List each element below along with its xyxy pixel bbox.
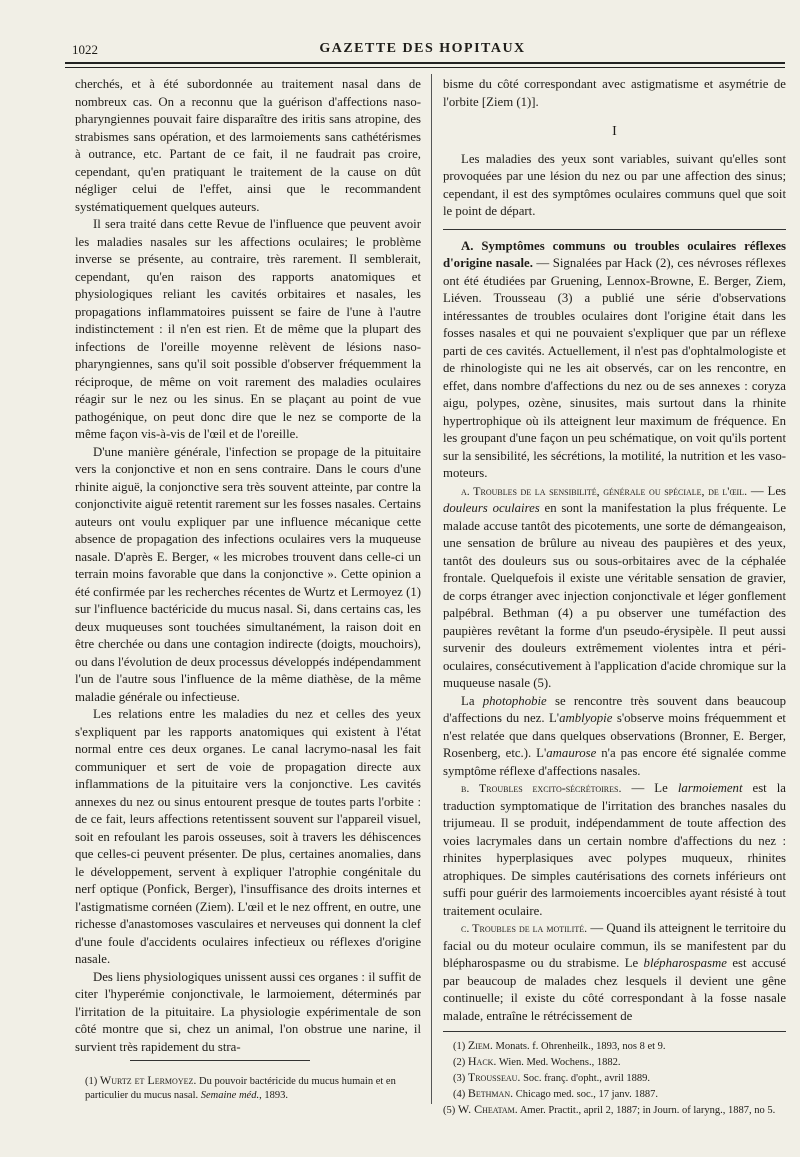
paragraph: D'une manière générale, l'infection se propage de la pituitaire vers la conjonctive et non en sens contraire. Dans le cours d'une rhinite aiguë, la conjonctive sera très souvent atteinte, par contre la conjonctivite aiguë retentit rarement sur les fosses nasales. Certains auteurs ont voulu expliquer par une influence mécanique cette absence de propagation des infections oculaires vers la muqueuse nasale. D'après E. Berger, « les microbes trouvent dans celle-ci un terrain moins favorable que dans la conjonctive ». Cette opinion a été confirmée par les recherches récentes de Wurtz et Lermoyez (1) sur l'influence bactéricide du mucus nasal. Si, dans certains cas, les deux muqueuses sont touchées simultanément, la raison doit en être cherchée ou dans une contagion indirecte (doigts, mouchoirs), ou dans l'évolution de deux processus développés indépendamment l'un de l'autre sous l'influence de la même diathèse, de la même maladie générale ou infectieuse. [75,444,421,704]
footnote-source: Semaine méd. [200,1090,260,1101]
footnote-text: Wien. Med. Wochens., 1882. [496,1057,621,1068]
footnote-author: Trousseau. [467,1070,521,1084]
footnote-rule [443,1031,786,1032]
footnote-author: Bethman. [467,1086,514,1100]
section-rule [443,229,786,230]
footnote [443,1070,786,1086]
page-number: 1022 [72,42,98,57]
paragraph [443,238,786,483]
footnote-author: Ziem. [467,1038,493,1052]
paragraph: bisme du côté correspondant avec astigmatisme et asymétrie de l'orbite [Ziem (1)]. [443,77,786,109]
journal-title: GAZETTE DES HOPITAUX [319,41,526,56]
footnote-author: Wurtz et Lermoyez. [99,1073,197,1087]
page-header [60,38,785,60]
emphasis: amaurose [546,746,597,760]
footnote-rule [130,1060,310,1061]
text: en sont la manifestation la plus fréquente. Le malade accuse tantôt des picotements, une sorte de démangeaison, une sensation de brûlure au niveau des paupières et des yeux, tantôt des douleurs sus ou sous-orbitaires avec de la céphalée frontale. Quelquefois il existe une véritable sensation de gravier, de corps étranger avec injection conjonctivale et léger gonflement palpébral. Bethman (4) a pu observer une tuméfaction des paupières revêtant la forme d'un pseudo-érysipèle. Il peut aussi survenir des douleurs extrêmement violentes intra et péri-oculaires, consécutivement à l'application d'acide chromique sur la muqueuse nasale (5). [443,501,787,690]
subheading: a. Troubles de la sensibilité, générale ou spéciale, de l'œil. [461,483,748,498]
paragraph [443,483,786,693]
footnote-year: , 1893. [259,1090,288,1101]
text: — Le [621,781,678,795]
text: est accusé par beaucoup de malades chez lesquels il devient une gêne continuelle; il existe du côté correspondant à la fosse nasale malade, entraîne le rétrécissement de [443,956,786,1023]
text: se rencontre très souvent dans beaucoup d'affections du nez. L' [443,693,786,725]
text: s'observe moins fréquemment et n'est relatée que dans quelques observations (Bronner, E. Berger, Rosenberg, etc.). L' [443,711,786,760]
text: — Quand ils atteignent le territoire du facial ou du moteur oculaire commun, ils se manifestent par du blépharospasme ou du strabisme. Le [443,921,786,970]
text: — Les [747,483,786,498]
footnote-author: Hack. [467,1054,497,1068]
emphasis: douleurs oculaires [443,501,540,515]
footnote [443,1038,786,1054]
footnote-marker: (4) [453,1089,466,1100]
footnote-marker: (3) [453,1073,466,1084]
subsection-text: — Signalées par Hack (2), ces névroses réflexes ont été étudiées par Gruening, Lennox-Browne, E. Berger, Ziem, Liéven. Trousseau (3) a publié une série d'observations intéressantes de troubles oculaires dont l'origine était dans les fosses nasales et qui ne pouvaient s'expliquer que par un réflexe parti de ces cavités. Actuellement, il n'est pas d'ophtalmologiste et de rhinologiste qui ne les ait observés, car on les rencontre, en effet, dans nombre d'affections du nez ou de ses annexes : coryza aigu, polypes, ozène, sinusites, mais surtout dans la rhinite hypertrophique où ils atteignent leur maximum de fréquence. En les groupant d'une façon un peu schématique, on voit qu'ils portent sur la sensibilité, les sécrétions, la motilité, la nutrition et les vaso-moteurs. [443,256,786,480]
footnote-marker: (2) [453,1057,466,1068]
text: n'a pas encore été signalée comme symptôme réflexe d'affections nasales. [443,746,786,778]
section-numeral: I [612,124,617,139]
footnote-text: Chicago med. soc., 17 janv. 1887. [513,1089,658,1100]
footnote-author: W. Cheatam. [457,1102,518,1116]
header-rule-thin [65,67,785,68]
emphasis: blépharospasme [643,956,727,970]
footnote-text: Du pouvoir bactéricide du mucus humain et en particulier du mucus nasal. [85,1076,396,1101]
footnote [75,1073,421,1103]
right-column [443,76,786,1118]
footnote [443,1102,786,1118]
paragraph [443,920,786,1025]
subheading: c. Troubles de la motilité. [461,921,588,935]
paragraph: Les maladies des yeux sont variables, suivant qu'elles sont provoquées par une lésion du nez ou par une affection des sinus; cependant, il est des symptômes oculaires communs quel que soit le point de départ. [443,151,786,218]
paragraph: Les relations entre les maladies du nez et celles des yeux s'expliquent par les rapports anatomiques qui existent à l'état normal entre ces deux organes. Le canal lacrymo-nasal les fait communiquer et sert de voie de propagation directe aux inflammations de la pituitaire vers la conjonctive. Les cavités annexes du nez ou sinus entourent presque de toutes parts l'orbite : de ce fait, leurs affections retentissent souvent sur l'appareil visuel, soit en refoulant les parois osseuses, soit à travers les déhiscences que celles-ci peuvent présenter. De plus, certaines anomalies, dans le développement, servent à expliquer l'atrophie congénitale du nerf optique (Ponfick, Berger), l'insuffisance des droits internes et l'astigmatisme cornéen (Ziem). L'œil et le nez offrent, en outre, une richesse d'anastomoses vasculaires et nerveuses qui donnent la clef d'une foule d'accidents oculaires infectieux ou réflexes d'origine nasale. [75,707,421,966]
header-rule [65,62,785,64]
subsection-title: A. Symptômes communs ou troubles oculaires réflexes d'origine nasale. [443,238,786,270]
footnote-marker: (1) [453,1041,466,1052]
paragraph: cherchés, et à été subordonnée au traitement nasal dans de nombreux cas. On a reconnu que la guérison d'affections naso-pharyngiennes pouvait faire disparaître des iritis sans atropine, des strabismes sans opération, et des larmoiements sans cathétérismes à outrance, etc. Partant de ce fait, il ne faudrait pas croire, cependant, qu'en pratiquant le traitement de la cause on dût négliger celui de l'effet, ainsi que le recommandent systématiquement quelques auteurs. [75,77,421,214]
paragraph [443,693,786,781]
column-divider [431,74,432,1104]
footnote [443,1054,786,1070]
left-column [75,76,421,1056]
emphasis: larmoiement [677,781,743,795]
paragraph: Il sera traité dans cette Revue de l'influence que peuvent avoir les maladies nasales sur les affections oculaires; le problème inverse se présente, au contraire, très rarement. Il semblerait, cependant, qu'en raison des rapports anatomiques et physiologiques reliant les cavités orbitaires et nasales, les propagations inflammatoires puissent se faire de l'une à l'autre indistinctement : il n'en est rien. Et de même que la plupart des infections de l'oreille moyenne relèvent de lésions naso-pharyngiennes, sans qu'il soit possible d'observer fréquemment la réciproque, de même on voit rarement des maladies oculaires réagir sur le nez ou les sinus. En se plaçant au point de vue pathogénique, on peut donc dire que le nez se comporte de la même façon vis-à-vis de l'œil et de l'oreille. [75,217,421,441]
footnote [443,1086,786,1102]
footnote-text: Amer. Practit., april 2, 1887; in Journ. of laryng., 1887, no 5. [517,1105,776,1116]
right-footnotes [443,1038,786,1118]
paragraph: Des liens physiologiques unissent aussi ces organes : il suffit de citer l'hyperémie conjonctivale, le larmoiement, déterminés par l'irritation de la pituitaire. La physiologie expérimentale de son côté montre que si, chez un animal, l'on obstrue une narine, il survient très rapidement du stra- [75,969,421,1054]
emphasis: amblyopie [559,711,613,725]
paragraph [443,780,786,920]
emphasis: photophobie [482,693,547,708]
text: La [461,693,483,708]
text: est la traduction symptomatique de l'irritation des branches nasales du trijumeau. Il se produit, indépendamment de toute affection des voies lacrymales dans un certain nombre d'affections du nez : rhinites hyperplasiques avec polypes muqueux, rhinites atrophiques. De simples cautérisations des cornets inférieurs ont suffi pour guérir des larmoiements incoercibles ayant résisté à tout traitement oculaire. [443,781,786,918]
footnote-marker: (1) [85,1076,98,1087]
subheading: b. Troubles excito-sécrétoires. [461,781,622,795]
footnote-text: Soc. franç. d'opht., avril 1889. [520,1073,651,1084]
footnote-text: Monats. f. Ohrenheilk., 1893, nos 8 et 9. [492,1041,666,1052]
left-footnotes [75,1073,421,1103]
footnote-marker: (5) [443,1105,456,1116]
